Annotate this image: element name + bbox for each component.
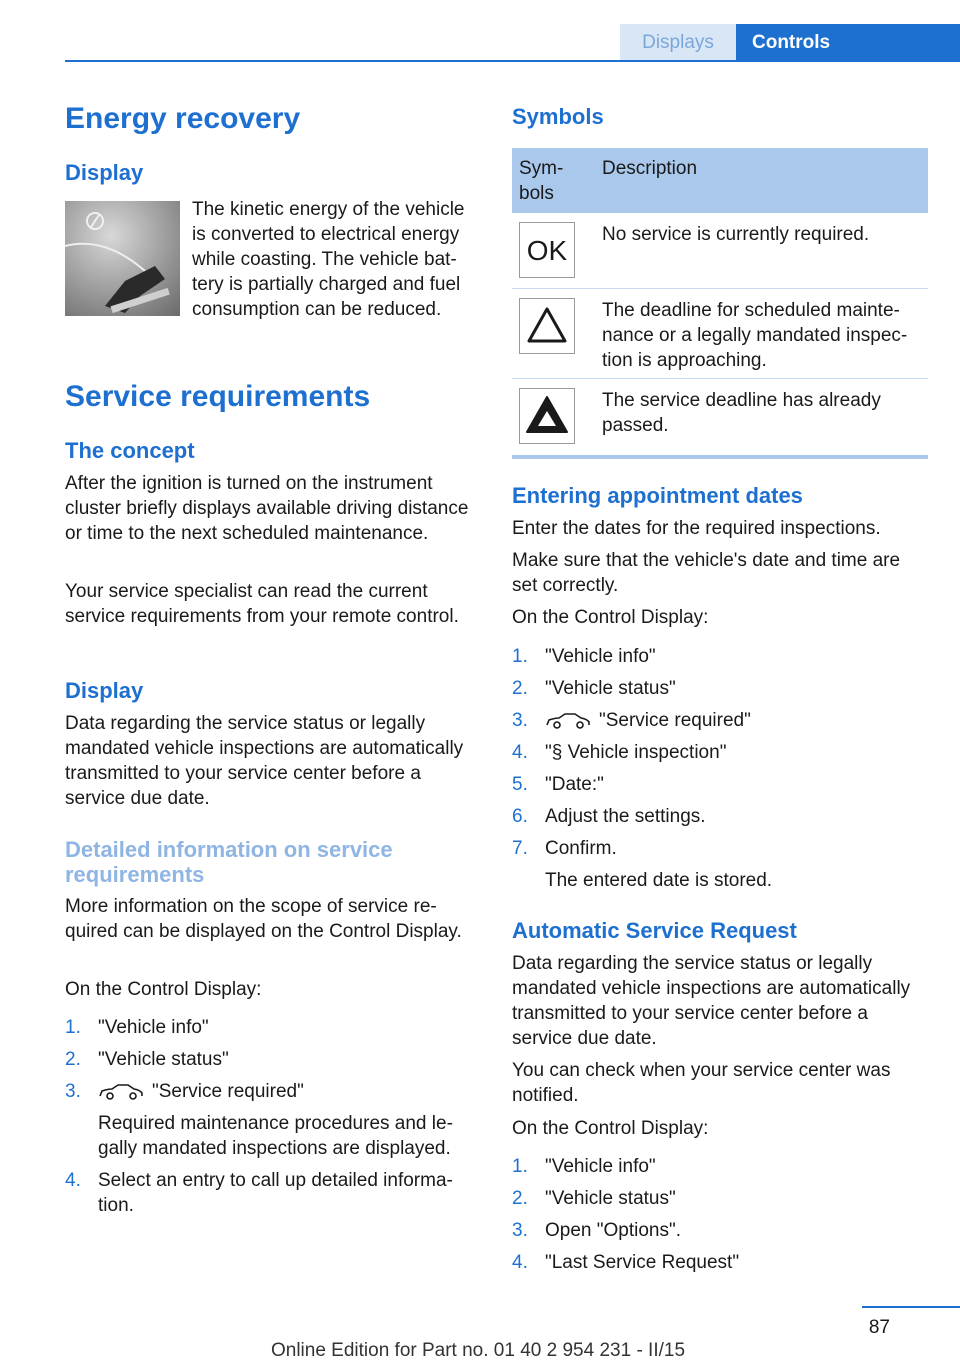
- step-number: 7.: [512, 838, 528, 859]
- display-heading-2: Display: [65, 678, 144, 703]
- list-item: [512, 1186, 928, 1211]
- edition-footer: [0, 1340, 960, 1362]
- entering-steps-list: [512, 644, 928, 900]
- row-description: The deadline for scheduled maintenance or a legally mandated inspection is approaching.: [602, 300, 908, 371]
- concept-paragraph-1: After the ignition is turned on the instrument cluster briefly displays available driving distance or time to the next scheduled maintenance.: [65, 473, 469, 544]
- on-control-display-label: On the Control Display:: [65, 979, 262, 1000]
- step-subtext: Required maintenance procedures and legally mandated inspections are displayed.: [98, 1113, 453, 1159]
- list-item: [65, 1079, 475, 1161]
- row-description: The service deadline has already passed.: [602, 390, 881, 436]
- header-divider: [65, 60, 960, 62]
- column-header-description: Description: [602, 158, 698, 179]
- step-text: "Date:": [545, 774, 604, 795]
- step-text: Confirm.: [545, 838, 617, 859]
- step-text: "Service required": [152, 1081, 304, 1102]
- step-text: Adjust the settings.: [545, 806, 706, 827]
- step-text: "Vehicle status": [98, 1049, 229, 1070]
- table-row: [512, 289, 928, 379]
- symbols-heading: Symbols: [512, 104, 604, 129]
- list-item: [512, 740, 928, 765]
- energy-recovery-text: The kinetic energy of the vehicle is converted to electrical energy while coasting. The vehicle battery is partially charged and fuel consumption can be reduced.: [192, 199, 465, 320]
- list-item: [512, 1154, 928, 1179]
- table-row: [512, 379, 928, 451]
- display-heading: Display: [65, 160, 144, 185]
- automatic-paragraph-1: Data regarding the service status or legally mandated vehicle inspections are automatically transmitted to your service center before a service due date.: [512, 953, 911, 1049]
- step-text: "Vehicle status": [545, 1188, 676, 1209]
- step-number: 2.: [65, 1049, 81, 1070]
- step-text: "§ Vehicle inspection": [545, 742, 727, 763]
- concept-heading: The concept: [65, 438, 195, 463]
- service-requirements-title: Service requirements: [65, 380, 371, 413]
- automatic-steps-list: [512, 1154, 928, 1282]
- page-number: 87: [868, 1317, 890, 1338]
- tab-displays[interactable]: Displays: [620, 24, 736, 62]
- svg-text:OK: OK: [526, 235, 568, 266]
- list-item: [65, 1168, 475, 1218]
- table-row: [512, 213, 928, 289]
- list-item: [512, 644, 928, 669]
- display-paragraph: Data regarding the service status or legally mandated vehicle inspections are automatically transmitted to your service center before a service due date.: [65, 713, 464, 809]
- energy-recovery-gauge-image: [65, 201, 180, 316]
- warning-triangle-filled-icon: [519, 388, 575, 444]
- tab-controls[interactable]: Controls: [736, 24, 960, 62]
- entering-dates-heading: Entering appointment dates: [512, 483, 803, 508]
- step-number: 6.: [512, 806, 528, 827]
- list-item: [512, 772, 928, 797]
- automatic-paragraph-2: You can check when your service center was notified.: [512, 1060, 891, 1106]
- list-item: [512, 836, 928, 893]
- step-text: "Vehicle status": [545, 678, 676, 699]
- service-steps-list: [65, 1015, 475, 1225]
- step-text: Open "Options".: [545, 1220, 682, 1241]
- step-text: "Vehicle info": [545, 1156, 656, 1177]
- step-text: "Last Service Request": [545, 1252, 740, 1273]
- list-item: [512, 676, 928, 701]
- step-number: 2.: [512, 1188, 528, 1209]
- step-number: 1.: [512, 646, 528, 667]
- step-text: "Service required": [599, 710, 751, 731]
- step-text: Select an entry to call up detailed information.: [98, 1170, 453, 1216]
- column-header-symbols: Symbols: [519, 158, 564, 204]
- list-item: [65, 1015, 475, 1040]
- on-control-display-label: On the Control Display:: [512, 607, 709, 628]
- step-number: 3.: [512, 710, 528, 731]
- row-description: No service is currently required.: [602, 224, 870, 245]
- step-number: 4.: [512, 742, 528, 763]
- car-icon: [98, 1083, 144, 1101]
- list-item: [512, 1218, 928, 1243]
- table-header: [512, 148, 928, 213]
- step-number: 4.: [65, 1170, 81, 1191]
- step-text: "Vehicle info": [545, 646, 656, 667]
- step-number: 2.: [512, 678, 528, 699]
- energy-recovery-title: Energy recovery: [65, 102, 301, 135]
- step-number: 1.: [512, 1156, 528, 1177]
- step-number: 5.: [512, 774, 528, 795]
- table-bottom-border: [512, 455, 928, 459]
- detailed-info-heading: Detailed information on service requirements: [65, 837, 393, 887]
- list-item: [512, 708, 928, 733]
- step-number: 3.: [512, 1220, 528, 1241]
- warning-triangle-outline-icon: [519, 298, 575, 354]
- step-number: 1.: [65, 1017, 81, 1038]
- car-icon: [545, 712, 591, 730]
- entering-paragraph-1: Enter the dates for the required inspections.: [512, 518, 881, 539]
- symbols-table: [512, 148, 928, 451]
- list-item: [512, 1250, 928, 1275]
- on-control-display-label-2: On the Control Display:: [512, 1118, 709, 1139]
- automatic-service-request-heading: Automatic Service Request: [512, 918, 797, 943]
- detailed-info-paragraph: More information on the scope of service required can be displayed on the Control Display.: [65, 896, 462, 942]
- step-number: 3.: [65, 1081, 81, 1102]
- step-subtext: The entered date is stored.: [545, 870, 773, 891]
- step-number: 4.: [512, 1252, 528, 1273]
- ok-icon: [519, 222, 575, 278]
- concept-paragraph-2: Your service specialist can read the current service requirements from your remote control.: [65, 581, 459, 627]
- footer-divider: [862, 1306, 960, 1308]
- step-text: "Vehicle info": [98, 1017, 209, 1038]
- list-item: [65, 1047, 475, 1072]
- list-item: [512, 804, 928, 829]
- edition-text: Online Edition for Part no. 01 40 2 954 231 - II/15: [270, 1340, 686, 1361]
- entering-paragraph-2: Make sure that the vehicle's date and time are set correctly.: [512, 550, 901, 596]
